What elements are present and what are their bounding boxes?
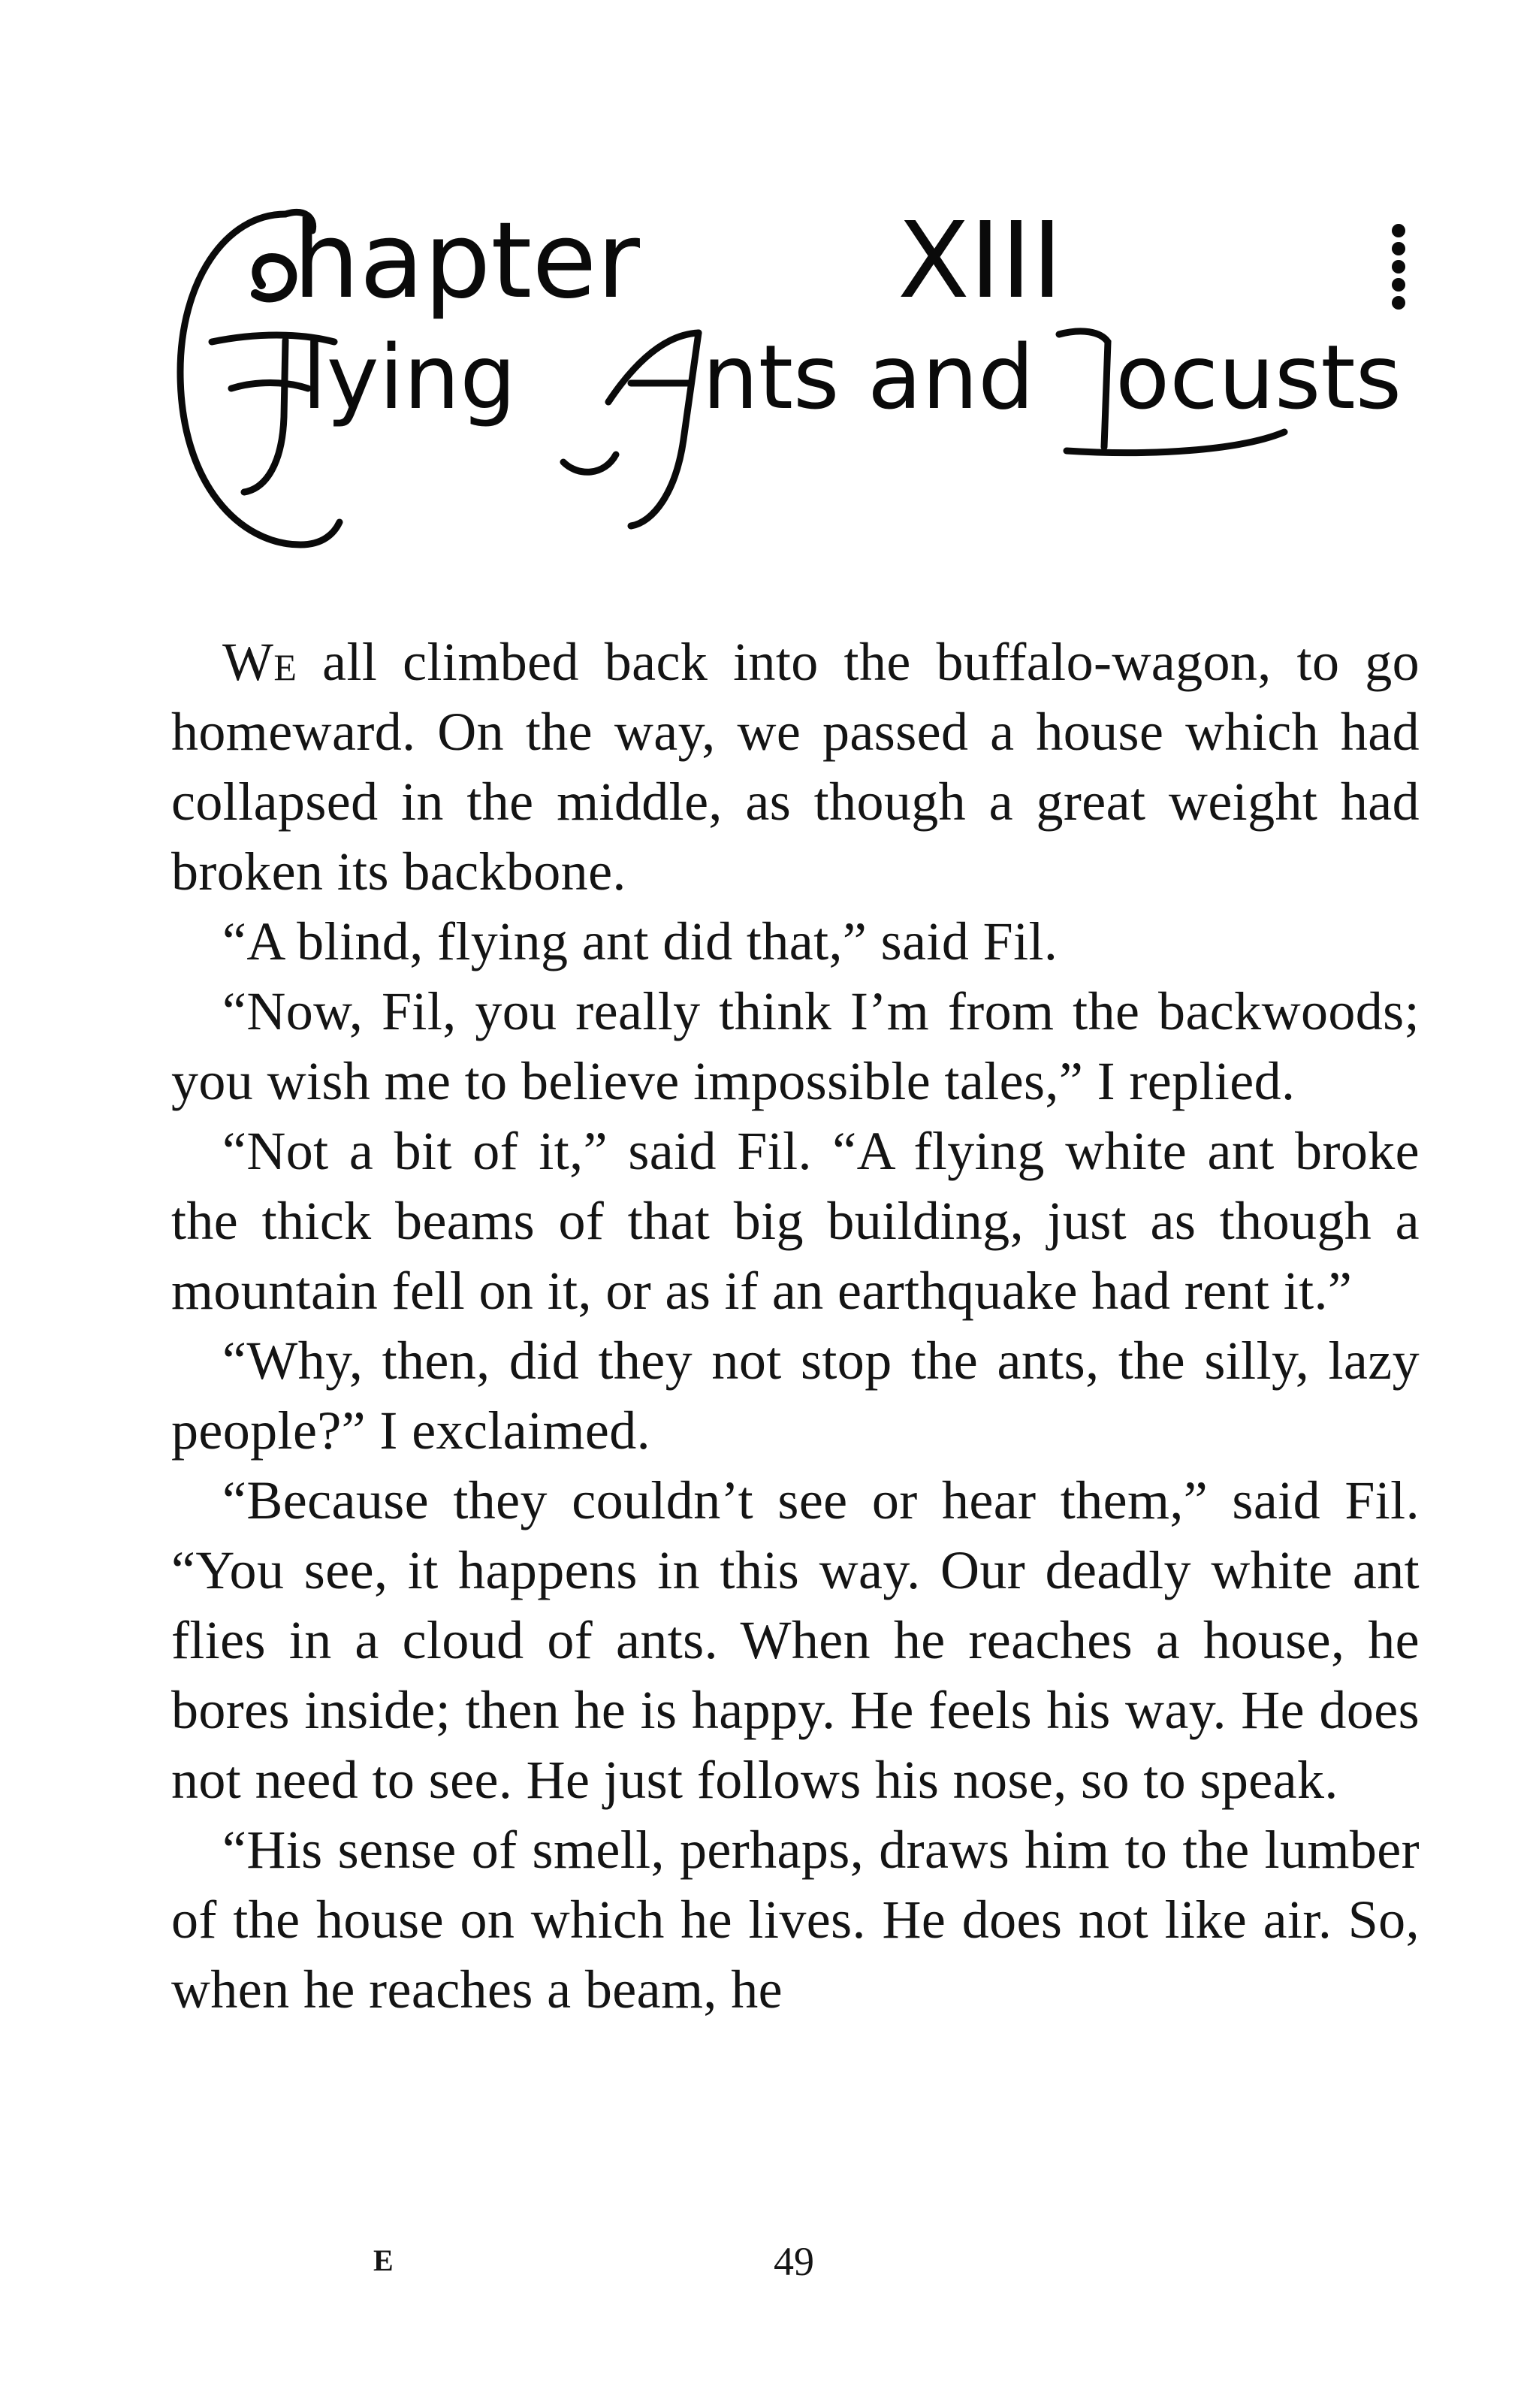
- page-number: 49: [774, 2239, 814, 2284]
- paragraph-2: “A blind, flying ant did that,” said Fil.: [222, 911, 1058, 971]
- paragraph-7: “His sense of smell, perhaps, draws him to the lumber of the house on which he lives. He does not like air. So, when he reaches a beam, he: [171, 1820, 1420, 2020]
- title-word-ants-and: nts and: [702, 325, 1035, 429]
- paragraph-1: [171, 627, 1420, 907]
- page-footer: [0, 2239, 1536, 2288]
- body-text: [171, 627, 1420, 2025]
- chapter-heading: [173, 192, 1450, 582]
- chapter-number: XIII: [898, 200, 1063, 322]
- signature-mark: E: [373, 2243, 394, 2277]
- chapter-word: hapter: [293, 200, 640, 322]
- paragraph-lead-word: We: [222, 632, 297, 692]
- c-curl: [255, 258, 292, 298]
- paragraph-6: “Because they couldn’t see or hear them,” said Fil. “You see, it happens in this way. Our deadly white ant flies in a cloud of ants. When he reaches a house, he bores inside; then he is happy. He feels his way. He does not need to see. He just follows his nose, so to speak.: [171, 1470, 1420, 1810]
- paragraph-4: “Not a bit of it,” said Fil. “A flying white ant broke the thick beams of that big building, just as though a mountain fell on it, or as if an earthquake had rent it.”: [171, 1121, 1420, 1321]
- title-word-flying: lying: [302, 325, 517, 429]
- title-word-locusts: ocusts: [1115, 325, 1402, 429]
- decorative-a: [563, 333, 699, 526]
- dot-ornament: [1392, 224, 1405, 310]
- paragraph-text: all climbed back into the buffalo-wagon, to go homeward. On the way, we passed a house which had collapsed in the middle, as though a great weight had broken its backbone.: [171, 632, 1420, 902]
- paragraph-5: “Why, then, did they not stop the ants, the silly, lazy people?” I exclaimed.: [171, 1331, 1420, 1461]
- chapter-heading-art: [173, 192, 1450, 582]
- paragraph-3: “Now, Fil, you really think I’m from the backwoods; you wish me to believe impossible tales,” I replied.: [171, 981, 1420, 1111]
